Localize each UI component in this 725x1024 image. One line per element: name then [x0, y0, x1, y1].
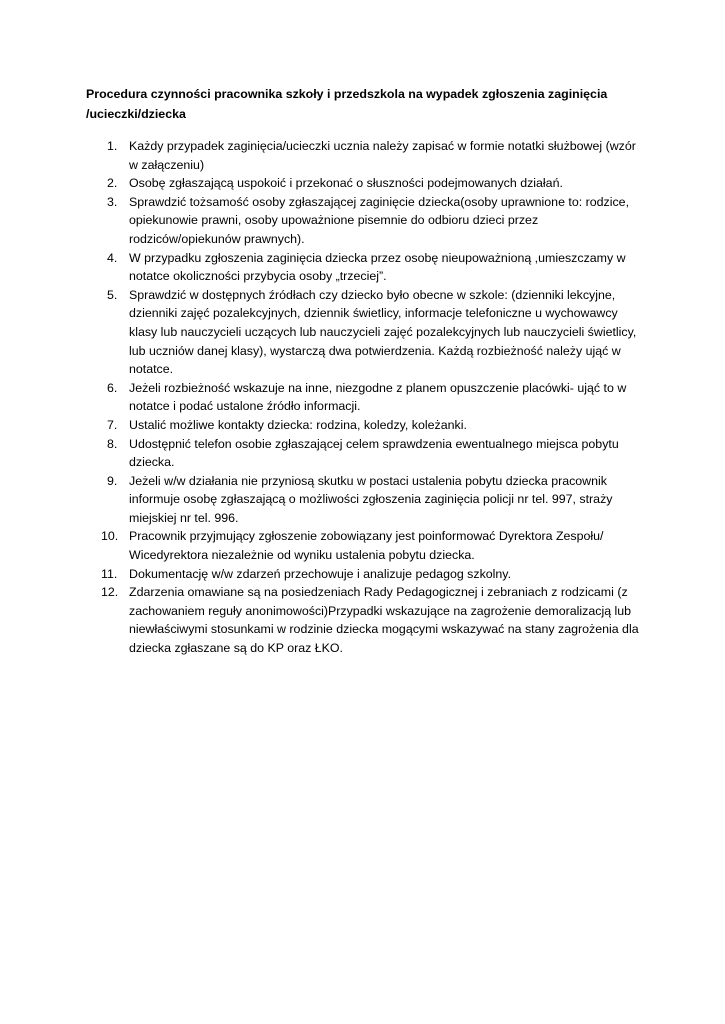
item-text: Osobę zgłaszającą uspokoić i przekonać o słuszności podejmowanych działań. — [129, 176, 563, 191]
item-text: Każdy przypadek zaginięcia/ucieczki ucznia należy zapisać w formie notatki służbowej (wzór w załączeniu) — [129, 139, 636, 172]
item-text: Jeżeli w/w działania nie przyniosą skutku w postaci ustalenia pobytu dziecka pracownik informuje osobę zgłaszającą o możliwości zgłoszenia zaginięcia policji nr tel. 997, straży miejskiej nr tel. 996. — [129, 473, 613, 525]
item-text: Dokumentację w/w zdarzeń przechowuje i analizuje pedagog szkolny. — [129, 566, 512, 581]
title-line-1: Procedura czynności pracownika szkoły i przedszkola na wypadek zgłoszenia zaginięcia — [86, 87, 608, 101]
item-number: 5. — [107, 287, 118, 302]
item-number: 7. — [107, 417, 118, 432]
item-number: 2. — [107, 176, 118, 191]
list-item — [86, 286, 646, 379]
item-text: Ustalić możliwe kontakty dziecka: rodzina, koledzy, koleżanki. — [129, 417, 467, 432]
list-item — [86, 174, 646, 193]
list-item — [86, 527, 646, 564]
item-text: Udostępnić telefon osobie zgłaszającej celem sprawdzenia ewentualnego miejsca pobytu dziecka. — [129, 436, 619, 470]
item-text: Zdarzenia omawiane są na posiedzeniach Rady Pedagogicznej i zebraniach z rodzicami (z zachowaniem reguły anonimowości)Przypadki wskazujące na zagrożenie demoralizacją lub niewłaściwymi stosunkami w rodzinie dziecka mogącymi wskazywać na stany zagrożenia dla dziecka zgłaszane są do KP oraz ŁKO. — [129, 585, 639, 656]
item-text: Pracownik przyjmujący zgłoszenie zobowiązany jest poinformować Dyrektora Zespołu/ Wicedyrektora niezależnie od wyniku ustalenia pobytu dziecka. — [129, 529, 604, 563]
procedure-list — [86, 137, 646, 658]
item-number: 9. — [107, 473, 118, 488]
list-item — [86, 435, 646, 472]
list-item — [86, 249, 646, 286]
item-number: 6. — [107, 380, 118, 395]
item-number: 3. — [107, 194, 118, 209]
item-text: Sprawdzić tożsamość osoby zgłaszającej zaginięcie dziecka(osoby uprawnione to: rodzice, opiekunowie prawni, osoby upoważnione pisemnie do odbioru dzieci przez rodziców/opiekunów prawnych). — [129, 194, 630, 246]
list-item — [86, 379, 646, 416]
list-item — [86, 583, 646, 657]
item-text: W przypadku zgłoszenia zaginięcia dziecka przez osobę nieupoważnioną ,umieszczamy w notatce okoliczności przybycia osoby „trzeciej”. — [129, 250, 626, 284]
item-number: 8. — [107, 436, 118, 451]
item-number: 11. — [101, 566, 118, 581]
list-item — [86, 472, 646, 528]
item-text: Sprawdzić w dostępnych źródłach czy dziecko było obecne w szkole: (dzienniki lekcyjne, dzienniki zajęć pozalekcyjnych, dziennik świetlicy, informacje telefoniczne u wychowawcy klasy lub nauczycieli uczących lub nauczycieli zajęć pozalekcyjnych lub nauczycieli świetlicy, lub uczniów danej klasy), wystarczą dwa potwierdzenia. Każdą rozbieżność należy ująć w notatce. — [129, 287, 637, 377]
list-item — [86, 565, 646, 584]
document-content — [86, 84, 646, 658]
document-title — [86, 84, 646, 124]
list-item — [86, 416, 646, 435]
title-line-2: /ucieczki/dziecka — [86, 107, 186, 121]
list-item — [86, 193, 646, 249]
item-number: 1. — [107, 139, 118, 153]
list-item — [86, 137, 646, 174]
item-number: 4. — [107, 250, 118, 265]
item-text: Jeżeli rozbieżność wskazuje na inne, niezgodne z planem opuszczenie placówki- ująć to w notatce i podać ustalone źródło informacji. — [129, 380, 627, 414]
item-number: 12. — [101, 585, 119, 600]
item-number: 10. — [101, 529, 119, 544]
